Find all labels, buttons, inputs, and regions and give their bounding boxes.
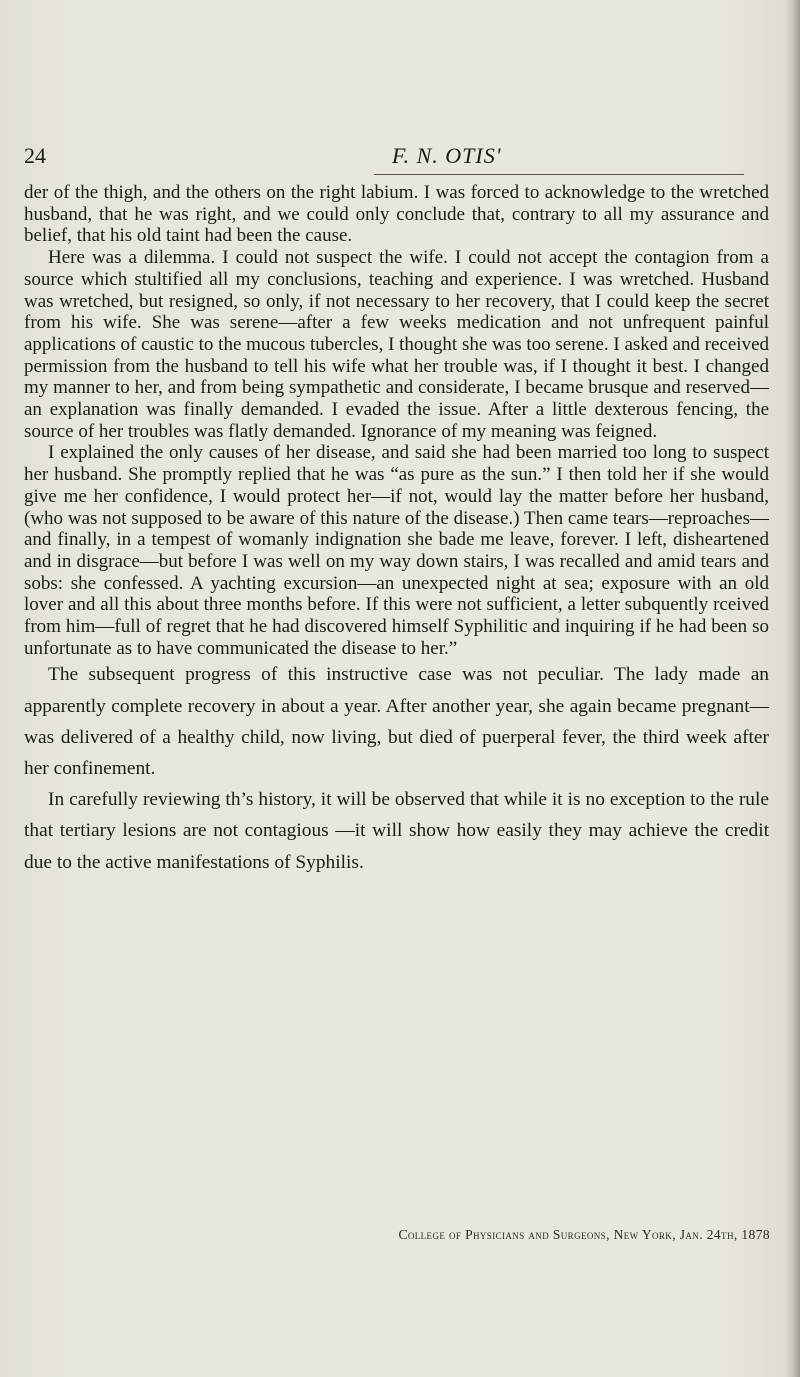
paragraph-explanation: I explained the only causes of her disease, and said she had been married too long to suspect her husband. She promptly replied that he was “as pure as the sun.” I then told her if she would give me her confidence, I would protect her—if not, would lay the matter before her husband, (who was not supposed to be aware of this nature of the disease.) Then came tears—reproaches—and finally, in a tempest of womanly indignation she bade me leave, forever. I left, disheartened and in disgrace—but before I was well on my way down stairs, I was recalled and amid tears and sobs: she confessed. A yachting excursion—an unexpected night at sea; exposure with an old lover and all this about three months before. If this were not sufficient, a letter subquently rceived from him—full of regret that he had discovered himself Syphilitic and inquiring if he had been so unfortunate as to have communicated the disease to her.” [24, 442, 769, 659]
page-header [24, 143, 770, 179]
header-rule [374, 174, 744, 175]
running-head: F. N. OTIS' [392, 143, 502, 168]
paragraph-progress: The subsequent progress of this instructive case was not peculiar. The lady made an apparently complete recovery in about a year. After another year, she again became pregnant—was delivered of a healthy child, now living, but died of puerperal fever, the third week after her confinement. [24, 664, 769, 780]
page-edge-shadow [786, 0, 800, 1377]
page-number: 24 [24, 143, 46, 168]
paragraph-continuation: der of the thigh, and the others on the right labium. I was forced to acknowledge to the wretched husband, that he was right, and we could only conclude that, contrary to all my assurance and belief, that his old taint had been the cause. [24, 182, 769, 247]
footer-attribution: College of Physicians and Surgeons, New York, Jan. 24th, 1878 [398, 1227, 770, 1242]
paragraph-conclusion: In carefully reviewing th’s history, it will be observed that while it is no exception to the rule that tertiary lesions are not contagious —it will show how easily they may achieve the credit due to the active manifestations of Syphilis. [24, 789, 769, 873]
body-text [24, 182, 769, 878]
paragraph-dilemma: Here was a dilemma. I could not suspect the wife. I could not accept the contagion from a source which stultified all my conclusions, teaching and experience. I was wretched. Husband was wretched, but resigned, so only, if not necessary to her recovery, that I could keep the secret from his wife. She was serene—after a few weeks medication and not unfrequent painful applications of caustic to the mucous tubercles, I thought she was too serene. I asked and received permission from the husband to tell his wife what her trouble was, if I thought it best. I changed my manner to her, and from being sympathetic and considerate, I became brusque and reserved—an explanation was finally demanded. I evaded the issue. After a little dexterous fencing, the source of her troubles was flatly demanded. Ignorance of my meaning was feigned. [24, 247, 769, 442]
